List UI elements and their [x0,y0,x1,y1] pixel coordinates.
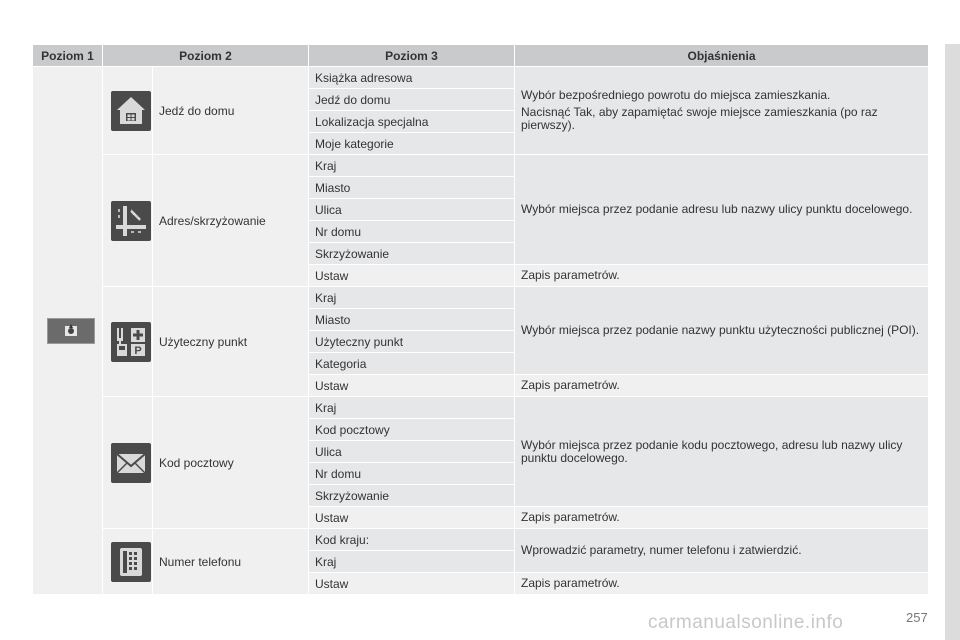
level3-item: Kod pocztowy [309,419,515,441]
level3-item: Moje kategorie [309,133,515,155]
phone-icon [111,542,151,582]
table-row [33,287,929,309]
set-explanation: Zapis parametrów. [515,265,929,287]
level3-item: Kod kraju: [309,529,515,551]
svg-text:P: P [133,344,142,357]
navigation-menu-table [32,44,929,595]
table-header-row [33,45,929,67]
set-explanation: Zapis parametrów. [515,507,929,529]
group-label: Kod pocztowy [153,397,309,529]
group-icon-cell [103,529,153,595]
watermark: carmanualsonline.info [648,612,844,633]
header-level2: Poziom 2 [103,45,309,67]
level3-item: Kraj [309,287,515,309]
group-icon-cell [103,67,153,155]
level3-item: Jedź do domu [309,89,515,111]
level3-item: Ulica [309,441,515,463]
page-side-tab [945,44,960,640]
group-icon-cell [103,397,153,529]
group-label: Jedź do domu [153,67,309,155]
table-row [33,155,929,177]
level3-item: Miasto [309,309,515,331]
explanation-cell: Wybór miejsca przez podanie nazwy punktu użyteczności publicznej (POI). [515,287,929,375]
page-number: 257 [906,610,928,625]
explanation-cell [515,67,929,155]
explanation-line: Wybór bezpośredniego powrotu do miejsca zamieszkania. [521,88,831,102]
set-explanation: Zapis parametrów. [515,375,929,397]
table-row [33,529,929,551]
level3-item: Nr domu [309,463,515,485]
poi-icon [111,322,151,362]
level3-item: Użyteczny punkt [309,331,515,353]
set-item: Ustaw [309,265,515,287]
envelope-icon [111,443,151,483]
explanation-cell: Wprowadzić parametry, numer telefonu i zatwierdzić. [515,529,929,573]
level3-item: Książka adresowa [309,67,515,89]
explanation-line: Nacisnąć Tak, aby zapamiętać swoje miejsce zamieszkania (po raz pierwszy). [521,105,878,132]
level3-item: Ulica [309,199,515,221]
level1-cell [33,67,103,595]
level3-item: Skrzyżowanie [309,485,515,507]
intersection-icon [111,201,151,241]
header-level1: Poziom 1 [33,45,103,67]
level3-item: Kraj [309,551,515,573]
explanation-cell: Wybór miejsca przez podanie kodu pocztowego, adresu lub nazwy ulicy punktu docelowego. [515,397,929,507]
table-row [33,67,929,89]
group-label: Użyteczny punkt [153,287,309,397]
explanation-cell: Wybór miejsca przez podanie adresu lub nazwy ulicy punktu docelowego. [515,155,929,265]
header-level3: Poziom 3 [309,45,515,67]
level3-item: Kraj [309,155,515,177]
level3-item: Kategoria [309,353,515,375]
group-icon-cell [103,287,153,397]
group-label: Numer telefonu [153,529,309,595]
level3-item: Skrzyżowanie [309,243,515,265]
set-item: Ustaw [309,375,515,397]
set-explanation: Zapis parametrów. [515,573,929,595]
level3-item: Kraj [309,397,515,419]
set-item: Ustaw [309,573,515,595]
set-item: Ustaw [309,507,515,529]
level3-item: Lokalizacja specjalna [309,111,515,133]
level3-item: Miasto [309,177,515,199]
group-label: Adres/skrzyżowanie [153,155,309,287]
level3-item: Nr domu [309,221,515,243]
header-explanation: Objaśnienia [515,45,929,67]
home-icon [111,91,151,131]
table-row [33,397,929,419]
navigation-icon [47,318,95,344]
group-icon-cell [103,155,153,287]
